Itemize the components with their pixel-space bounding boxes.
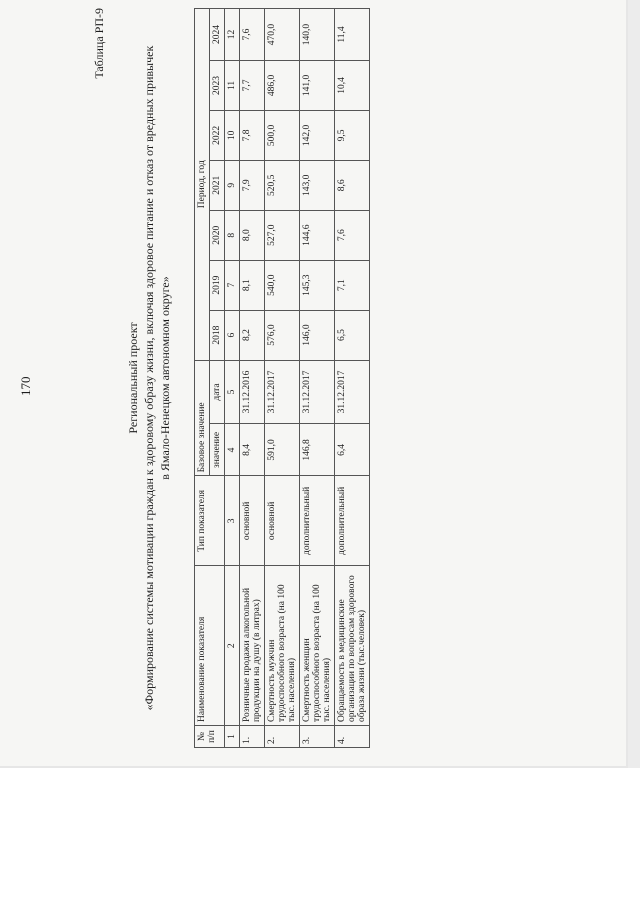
- row-year-value: 520,5: [265, 160, 300, 210]
- row-year-value: 10,4: [335, 60, 370, 110]
- row-year-value: 142,0: [300, 110, 335, 160]
- row-year-value: 527,0: [265, 210, 300, 260]
- table-row: [240, 9, 265, 748]
- title-line-2: «Формирование системы мотивации граждан к здоровому образу жизни, включая здоровое питание и отказ от вредных привычек: [142, 45, 156, 711]
- row-base-date: 31.12.2017: [335, 360, 370, 424]
- row-num: 4.: [335, 726, 370, 748]
- indicators-table: [194, 8, 370, 748]
- row-year-value: 540,0: [265, 260, 300, 310]
- row-base-value: 146,8: [300, 424, 335, 476]
- row-year-value: 8,1: [240, 260, 265, 310]
- row-year-value: 7,6: [335, 210, 370, 260]
- header-year: 2020: [210, 210, 225, 260]
- row-year-value: 470,0: [265, 9, 300, 61]
- title-line-3: в Ямало-Ненецком автономном округе»: [158, 276, 172, 480]
- table-row: [335, 9, 370, 748]
- header-period: Период, год: [195, 9, 210, 361]
- row-year-value: 11,4: [335, 9, 370, 61]
- row-num: 1.: [240, 726, 265, 748]
- row-year-value: 145,3: [300, 260, 335, 310]
- row-year-value: 8,0: [240, 210, 265, 260]
- header-num: № п/п: [195, 726, 225, 748]
- row-type: основной: [240, 476, 265, 566]
- header-year: 2019: [210, 260, 225, 310]
- row-year-value: 7,9: [240, 160, 265, 210]
- row-name: Розничные продажи алкогольной продукции на душу (в литрах): [240, 566, 265, 726]
- row-name: Обращаемость в медицинские организации по вопросам здорового образа жизни (тыс.человек): [335, 566, 370, 726]
- row-base-date: 31.12.2017: [300, 360, 335, 424]
- row-year-value: 7,7: [240, 60, 265, 110]
- table-code: Таблица РП-9: [92, 8, 106, 79]
- row-year-value: 7,8: [240, 110, 265, 160]
- header-base-date: дата: [210, 360, 225, 424]
- row-num: 3.: [300, 726, 335, 748]
- column-number: 3: [225, 476, 240, 566]
- page-number: 170: [18, 376, 33, 396]
- row-type: основной: [265, 476, 300, 566]
- row-base-date: 31.12.2016: [240, 360, 265, 424]
- header-year: 2022: [210, 110, 225, 160]
- rotated-document: [18, 8, 618, 748]
- header-year: 2023: [210, 60, 225, 110]
- column-number: 1: [225, 726, 240, 748]
- table-row: [265, 9, 300, 748]
- row-year-value: 140,0: [300, 9, 335, 61]
- column-number: 12: [225, 9, 240, 61]
- row-year-value: 576,0: [265, 310, 300, 360]
- row-year-value: 141,0: [300, 60, 335, 110]
- row-base-value: 8,4: [240, 424, 265, 476]
- row-year-value: 9,5: [335, 110, 370, 160]
- column-number: 6: [225, 310, 240, 360]
- header-base-value: значение: [210, 424, 225, 476]
- header-type: Тип показателя: [195, 476, 225, 566]
- blank-bottom-area: [0, 768, 640, 905]
- column-number: 10: [225, 110, 240, 160]
- column-number: 7: [225, 260, 240, 310]
- row-base-value: 6,4: [335, 424, 370, 476]
- row-year-value: 6,5: [335, 310, 370, 360]
- row-year-value: 7,6: [240, 9, 265, 61]
- table-row: [300, 9, 335, 748]
- header-year: 2021: [210, 160, 225, 210]
- column-number: 2: [225, 566, 240, 726]
- row-year-value: 8,2: [240, 310, 265, 360]
- header-name: Наименование показателя: [195, 566, 225, 726]
- row-base-value: 591,0: [265, 424, 300, 476]
- row-year-value: 144,6: [300, 210, 335, 260]
- row-type: дополнительный: [300, 476, 335, 566]
- header-base: Базовое значение: [195, 360, 210, 476]
- title-line-1: Региональный проект: [126, 322, 140, 434]
- column-number: 8: [225, 210, 240, 260]
- column-number: 9: [225, 160, 240, 210]
- row-num: 2.: [265, 726, 300, 748]
- row-base-date: 31.12.2017: [265, 360, 300, 424]
- row-year-value: 7,1: [335, 260, 370, 310]
- row-year-value: 500,0: [265, 110, 300, 160]
- header-year: 2018: [210, 310, 225, 360]
- row-name: Смертность мужчин трудоспособного возраста (на 100 тыс. населения): [265, 566, 300, 726]
- column-number: 11: [225, 60, 240, 110]
- scan-edge: [628, 0, 640, 768]
- column-number: 4: [225, 424, 240, 476]
- row-year-value: 146,0: [300, 310, 335, 360]
- row-type: дополнительный: [335, 476, 370, 566]
- row-year-value: 143,0: [300, 160, 335, 210]
- row-year-value: 486,0: [265, 60, 300, 110]
- column-number-row: [225, 9, 240, 748]
- row-year-value: 8,6: [335, 160, 370, 210]
- row-name: Смертность женщин трудоспособного возраста (на 100 тыс. населения): [300, 566, 335, 726]
- header-year: 2024: [210, 9, 225, 61]
- column-number: 5: [225, 360, 240, 424]
